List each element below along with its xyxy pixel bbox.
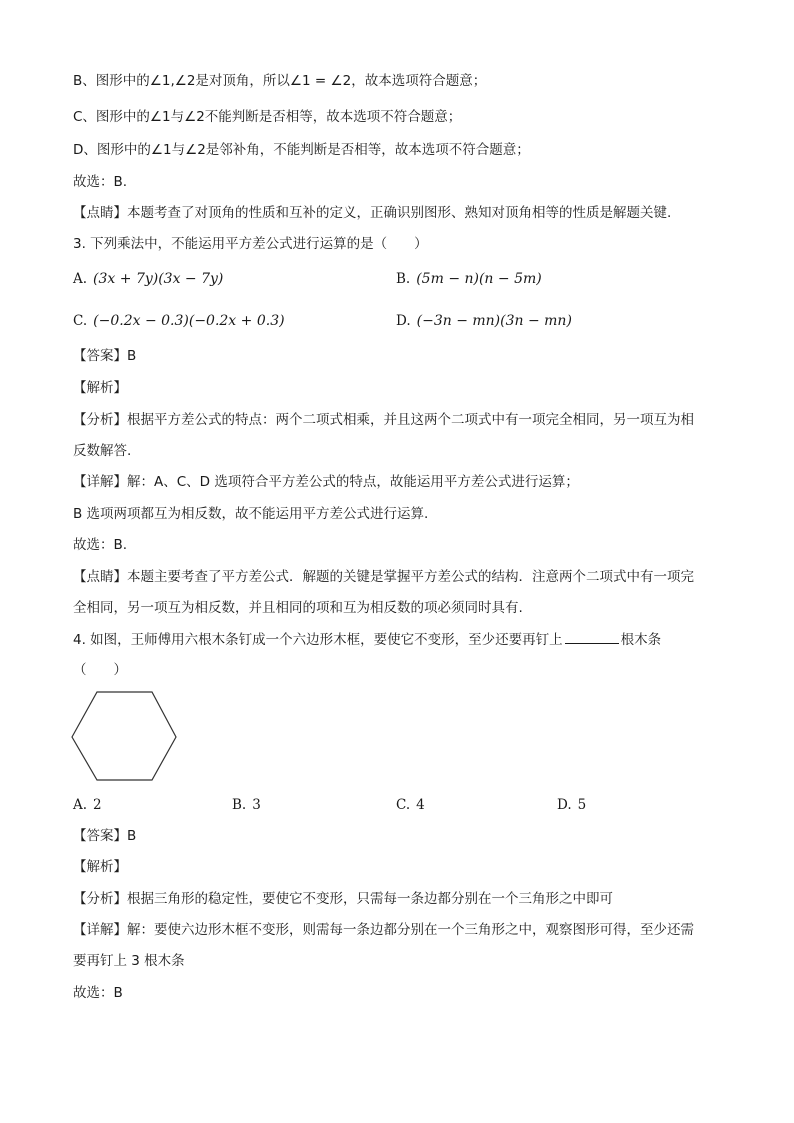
q3-analysis-line-1: 【分析】根据平方差公式的特点：两个二项式相乘，并且这两个二项式中有一项完全相同，另一项互为相 [73,412,694,428]
q3-option-c [73,312,285,330]
q4-choice: 故选：B [73,985,123,1001]
option-label: B. [232,797,247,813]
q2-choice: 故选：B. [73,174,128,190]
q3-option-d [396,312,572,330]
q2-option-d-explanation: D、图形中的∠1与∠2是邻补角，不能判断是否相等，故本选项不符合题意； [73,142,530,158]
q4-option-c [396,796,425,814]
q4-stem-text: 4. 如图，王师傅用六根木条钉成一个六边形木框，要使它不变形，至少还要再钉上 [73,632,563,648]
option-expression: (−3n − mn)(3n − mn) [416,313,572,329]
q2-option-c-explanation: C、图形中的∠1与∠2不能判断是否相等，故本选项不符合题意； [73,109,462,125]
option-label: C. [396,797,411,813]
q3-comment-line-1: 【点睛】本题主要考查了平方差公式．解题的关键是掌握平方差公式的结构．注意两个二项式中有一项完 [73,569,694,585]
q4-analysis: 【分析】根据三角形的稳定性，要使它不变形，只需每一条边都分别在一个三角形之中即可 [73,891,613,907]
q4-paren: （ ） [73,662,127,678]
q2-option-b-explanation: B、图形中的∠1,∠2是对顶角，所以∠1 = ∠2，故本选项符合题意； [73,73,487,89]
q2-comment: 【点睛】本题考查了对顶角的性质和互补的定义，正确识别图形、熟知对顶角相等的性质是解题关键. [73,205,672,221]
q3-detail-line-1: 【详解】解：A、C、D 选项符合平方差公式的特点，故能运用平方差公式进行运算； [73,474,579,490]
option-label: B. [396,271,411,287]
q3-choice: 故选：B. [73,537,128,553]
option-expression: (3x + 7y)(3x − 7y) [93,271,224,287]
option-label: A. [73,271,88,287]
q4-stem-tail: 根木条 [620,632,662,648]
q3-option-a [73,270,223,288]
q4-detail-line-1: 【详解】解：要使六边形木框不变形，则需每一条边都分别在一个三角形之中，观察图形可得，至少还需 [73,922,694,938]
option-label: C. [73,313,88,329]
option-expression: (−0.2x − 0.3)(−0.2x + 0.3) [93,313,285,329]
q3-analysis-line-2: 反数解答. [73,443,132,459]
q4-analysis-heading: 【解析】 [73,859,127,875]
q4-option-a [73,796,102,814]
q4-stem [73,630,661,649]
option-value: 5 [577,797,587,813]
option-expression: (5m − n)(n − 5m) [416,271,542,287]
q4-option-b [232,796,261,814]
option-label: A. [73,797,88,813]
q3-analysis-heading: 【解析】 [73,380,127,396]
hexagon-frame [72,692,176,780]
q3-option-b [396,270,542,288]
option-value: 2 [93,797,102,813]
q3-detail-line-2: B 选项两项都互为相反数，故不能运用平方差公式进行运算. [73,506,429,522]
q4-option-d [557,796,586,814]
q3-comment-line-2: 全相同，另一项互为相反数，并且相同的项和互为相反数的项必须同时具有. [73,600,523,616]
q3-stem: 3. 下列乘法中，不能运用平方差公式进行运算的是（ ） [73,236,428,252]
hexagon-figure [70,690,180,784]
q3-answer: 【答案】B [73,348,137,364]
option-label: D. [557,797,572,813]
q4-answer: 【答案】B [73,828,137,844]
q4-detail-line-2: 要再钉上 3 根木条 [73,953,185,969]
answer-blank [565,630,619,644]
option-value: 3 [252,797,261,813]
option-label: D. [396,313,411,329]
option-value: 4 [416,797,425,813]
